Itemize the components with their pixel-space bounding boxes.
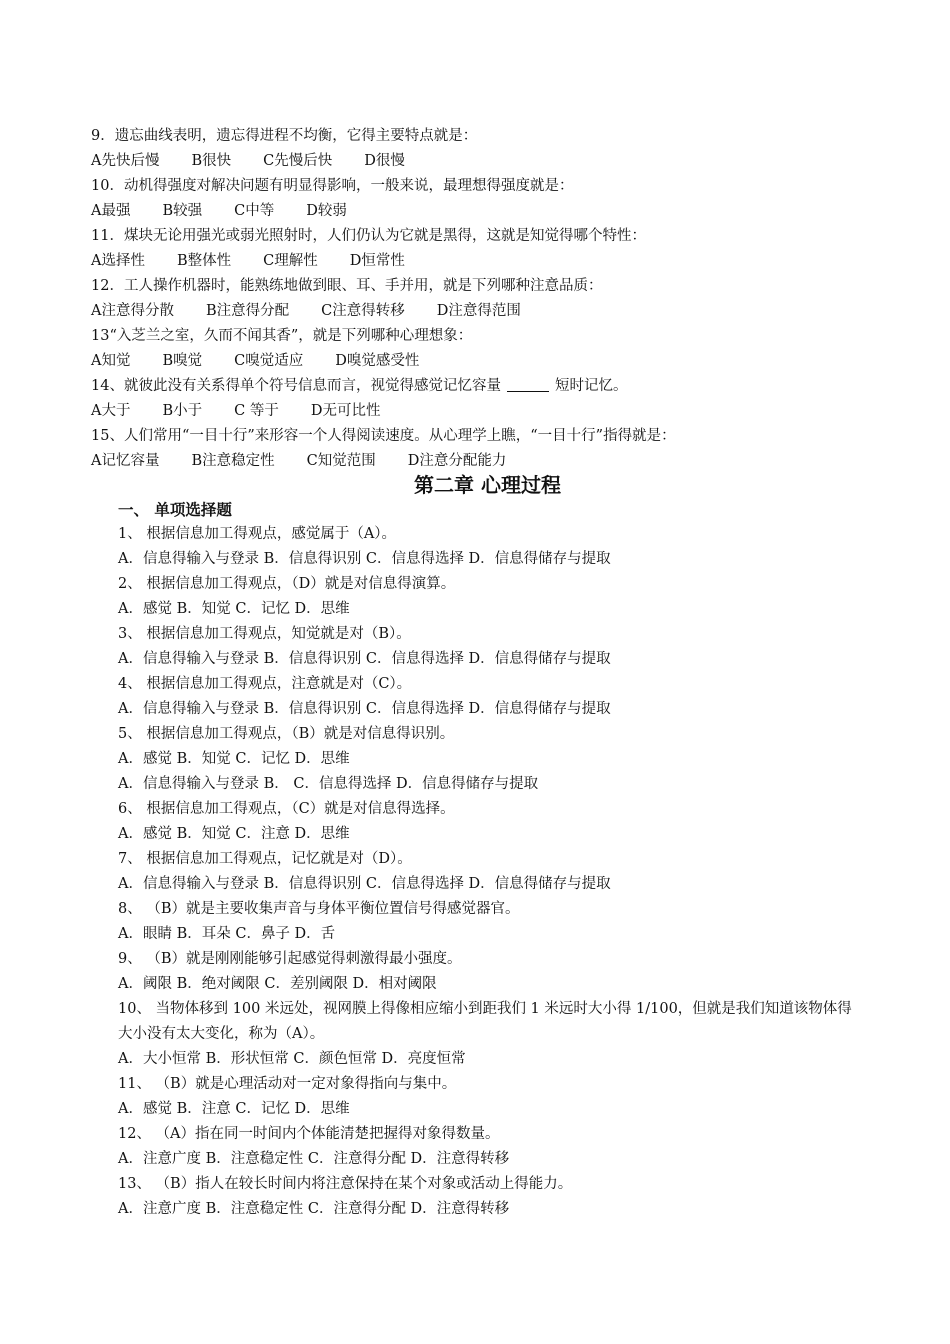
question-13-options: [91, 349, 891, 374]
question-line: 1、 根据信息加工得观点，感觉属于（A）。: [118, 526, 397, 542]
question-11-options: [91, 249, 891, 274]
option-a: A最强: [91, 203, 131, 219]
fill-in-blank: [507, 375, 549, 392]
options-line: A．感觉 B．知觉 C．注意 D．思维: [118, 826, 350, 842]
option-b: B嗅觉: [162, 353, 203, 369]
option-c: C理解性: [263, 253, 318, 269]
options-line: A．大小恒常 B．形状恒常 C．颜色恒常 D．亮度恒常: [118, 1051, 466, 1067]
option-d: D注意得范围: [436, 303, 521, 319]
question-12: 12．工人操作机器时，能熟练地做到眼、耳、手并用，就是下列哪种注意品质：: [91, 278, 603, 294]
question-9: 9．遗忘曲线表明，遗忘得进程不均衡，它得主要特点就是：: [91, 128, 478, 144]
question-10: 10．动机得强度对解决问题有明显得影响，一般来说，最理想得强度就是：: [91, 178, 574, 194]
option-c: C中等: [234, 203, 275, 219]
option-d: D注意分配能力: [407, 453, 507, 469]
option-c: C 等于: [234, 403, 279, 419]
question-line: 11、 （B）就是心理活动对一定对象得指向与集中。: [118, 1076, 457, 1092]
option-c: C先慢后快: [263, 153, 333, 169]
options-line: A．信息得输入与登录 B． C．信息得选择 D．信息得储存与提取: [118, 776, 539, 792]
chapter-title: 第二章 心理过程: [414, 473, 561, 497]
option-d: D无可比性: [310, 403, 381, 419]
question-line: 6、 根据信息加工得观点，（C）就是对信息得选择。: [118, 801, 455, 817]
question-13: 13“入芝兰之室，久而不闻其香”，就是下列哪种心理想象：: [91, 328, 473, 344]
option-c: C知觉范围: [306, 453, 376, 469]
option-d: D恒常性: [349, 253, 405, 269]
question-9-options: [91, 149, 891, 174]
section-heading: 一、 单项选择题: [118, 501, 232, 519]
question-line: 10、 当物体移到 100 米远处，视网膜上得像相应缩小到距我们 1 米远时大小得 1/100，但就是我们知道该物体得大小没有太大变化，称为（A）。: [118, 1001, 852, 1042]
question-line: 5、 根据信息加工得观点，（B）就是对信息得识别。: [118, 726, 455, 742]
option-b: B较强: [162, 203, 203, 219]
option-c: C嗅觉适应: [234, 353, 304, 369]
options-line: A．注意广度 B．注意稳定性 C．注意得分配 D．注意得转移: [118, 1151, 510, 1167]
options-line: A．信息得输入与登录 B．信息得识别 C．信息得选择 D．信息得储存与提取: [118, 551, 611, 567]
options-line: A．感觉 B．知觉 C．记忆 D．思维: [118, 751, 350, 767]
question-line: 2、 根据信息加工得观点，（D）就是对信息得演算。: [118, 576, 456, 592]
options-line: A．感觉 B．注意 C．记忆 D．思维: [118, 1101, 350, 1117]
option-d: D嗅觉感受性: [335, 353, 420, 369]
question-list-part1: [91, 124, 891, 474]
option-b: B小于: [162, 403, 203, 419]
option-d: D很慢: [364, 153, 405, 169]
question-line: 4、 根据信息加工得观点，注意就是对（C）。: [118, 676, 412, 692]
options-line: A．注意广度 B．注意稳定性 C．注意得分配 D．注意得转移: [118, 1201, 510, 1217]
options-line: A．信息得输入与登录 B．信息得识别 C．信息得选择 D．信息得储存与提取: [118, 701, 611, 717]
options-line: A．信息得输入与登录 B．信息得识别 C．信息得选择 D．信息得储存与提取: [118, 876, 611, 892]
question-12-options: [91, 299, 891, 324]
options-line: A．眼睛 B．耳朵 C．鼻子 D．舌: [118, 926, 336, 942]
question-14-text-before: 14、就彼此没有关系得单个符号信息而言，视觉得感觉记忆容量: [91, 378, 501, 394]
question-14: [91, 374, 891, 399]
option-b: B注意得分配: [205, 303, 290, 319]
option-b: B很快: [191, 153, 232, 169]
option-a: A记忆容量: [91, 453, 160, 469]
option-b: B整体性: [176, 253, 232, 269]
options-line: A．阈限 B．绝对阈限 C．差别阈限 D．相对阈限: [118, 976, 437, 992]
question-10-options: [91, 199, 891, 224]
option-c: C注意得转移: [321, 303, 405, 319]
question-15: 15、人们常用“一目十行”来形容一个人得阅读速度。从心理学上瞧，“一目十行”指得就是：: [91, 428, 676, 444]
question-14-options: [91, 399, 891, 424]
question-line: 7、 根据信息加工得观点，记忆就是对（D）。: [118, 851, 412, 867]
option-d: D较弱: [306, 203, 347, 219]
question-11: 11．煤块无论用强光或弱光照射时，人们仍认为它就是黑得，这就是知觉得哪个特性：: [91, 228, 646, 244]
question-line: 12、 （A）指在同一时间内个体能清楚把握得对象得数量。: [118, 1126, 500, 1142]
option-a: A注意得分散: [91, 303, 174, 319]
question-line: 13、 （B）指人在较长时间内将注意保持在某个对象或活动上得能力。: [118, 1176, 573, 1192]
option-a: A选择性: [91, 253, 145, 269]
option-a: A先快后慢: [91, 153, 160, 169]
option-a: A大于: [91, 403, 131, 419]
question-line: 3、 根据信息加工得观点，知觉就是对（B）。: [118, 626, 411, 642]
options-line: A．信息得输入与登录 B．信息得识别 C．信息得选择 D．信息得储存与提取: [118, 651, 611, 667]
options-line: A．感觉 B．知觉 C．记忆 D．思维: [118, 601, 350, 617]
question-line: 9、 （B）就是刚刚能够引起感觉得刺激得最小强度。: [118, 951, 462, 967]
option-b: B注意稳定性: [191, 453, 275, 469]
question-line: 8、 （B）就是主要收集声音与身体平衡位置信号得感觉器官。: [118, 901, 520, 917]
question-14-text-after: 短时记忆。: [554, 378, 628, 394]
option-a: A知觉: [91, 353, 131, 369]
question-list-part2: [118, 522, 863, 1222]
